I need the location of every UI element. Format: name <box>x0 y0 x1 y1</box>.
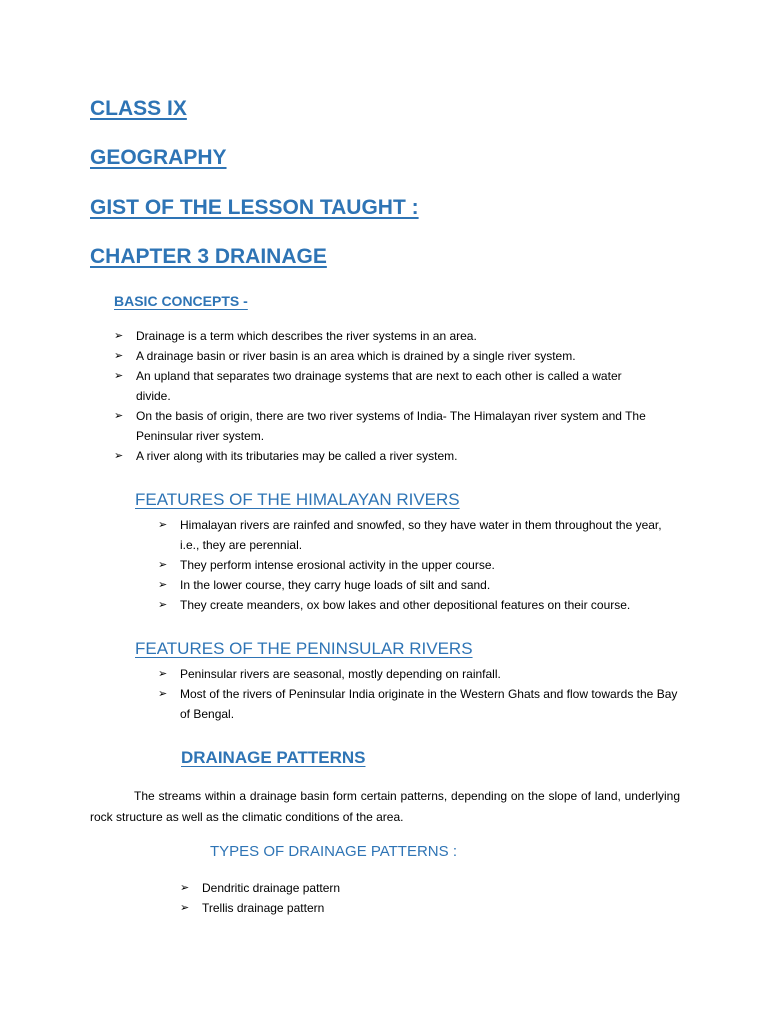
arrowhead-bullet-icon: ➢ <box>114 450 124 462</box>
arrowhead-bullet-icon: ➢ <box>158 688 168 700</box>
list-item: ➢ A river along with its tributaries may be called a river system. <box>114 446 659 466</box>
types-of-drainage-patterns-title: TYPES OF DRAINAGE PATTERNS : <box>210 843 457 860</box>
class-heading: CLASS IX <box>90 97 187 120</box>
list-item: ➢ Himalayan rivers are rainfed and snowfed, so they have water in them throughout the year, i.e., they are perennial. <box>158 515 678 555</box>
himalayan-rivers-list <box>158 515 678 615</box>
arrowhead-bullet-icon: ➢ <box>114 410 124 422</box>
arrowhead-bullet-icon: ➢ <box>180 902 190 914</box>
list-item: ➢ In the lower course, they carry huge loads of silt and sand. <box>158 575 678 595</box>
gist-heading: GIST OF THE LESSON TAUGHT : <box>90 196 419 219</box>
arrowhead-bullet-icon: ➢ <box>114 370 124 382</box>
peninsular-rivers-list <box>158 664 678 724</box>
list-item: ➢ Peninsular rivers are seasonal, mostly depending on rainfall. <box>158 664 678 684</box>
arrowhead-bullet-icon: ➢ <box>180 882 190 894</box>
drainage-patterns-title: DRAINAGE PATTERNS <box>181 748 366 767</box>
basic-concepts-title: BASIC CONCEPTS - <box>114 293 248 309</box>
arrowhead-bullet-icon: ➢ <box>158 599 168 611</box>
chapter-heading: CHAPTER 3 DRAINAGE <box>90 245 327 268</box>
basic-concepts-list <box>114 326 659 466</box>
drainage-pattern-types-list <box>180 878 660 918</box>
list-item: ➢ They create meanders, ox bow lakes and other depositional features on their course. <box>158 595 678 615</box>
list-item: ➢ Dendritic drainage pattern <box>180 878 660 898</box>
arrowhead-bullet-icon: ➢ <box>114 330 124 342</box>
list-item: ➢ They perform intense erosional activity in the upper course. <box>158 555 678 575</box>
list-item: ➢ Drainage is a term which describes the river systems in an area. <box>114 326 659 346</box>
drainage-patterns-paragraph: The streams within a drainage basin form certain patterns, depending on the slope of land, underlying rock structure as well as the climatic conditions of the area. <box>90 789 680 824</box>
list-item: ➢ An upland that separates two drainage systems that are next to each other is called a water divide. <box>114 366 659 406</box>
peninsular-rivers-title: FEATURES OF THE PENINSULAR RIVERS <box>135 639 473 658</box>
arrowhead-bullet-icon: ➢ <box>158 668 168 680</box>
arrowhead-bullet-icon: ➢ <box>114 350 124 362</box>
list-item: ➢ On the basis of origin, there are two river systems of India- The Himalayan river system and The Peninsular river system. <box>114 406 659 446</box>
arrowhead-bullet-icon: ➢ <box>158 519 168 531</box>
list-item: ➢ Most of the rivers of Peninsular India originate in the Western Ghats and flow towards the Bay of Bengal. <box>158 684 678 724</box>
himalayan-rivers-title: FEATURES OF THE HIMALAYAN RIVERS <box>135 490 460 509</box>
list-item: ➢ Trellis drainage pattern <box>180 898 660 918</box>
subject-heading: GEOGRAPHY <box>90 146 227 169</box>
arrowhead-bullet-icon: ➢ <box>158 579 168 591</box>
arrowhead-bullet-icon: ➢ <box>158 559 168 571</box>
list-item: ➢ A drainage basin or river basin is an area which is drained by a single river system. <box>114 346 659 366</box>
